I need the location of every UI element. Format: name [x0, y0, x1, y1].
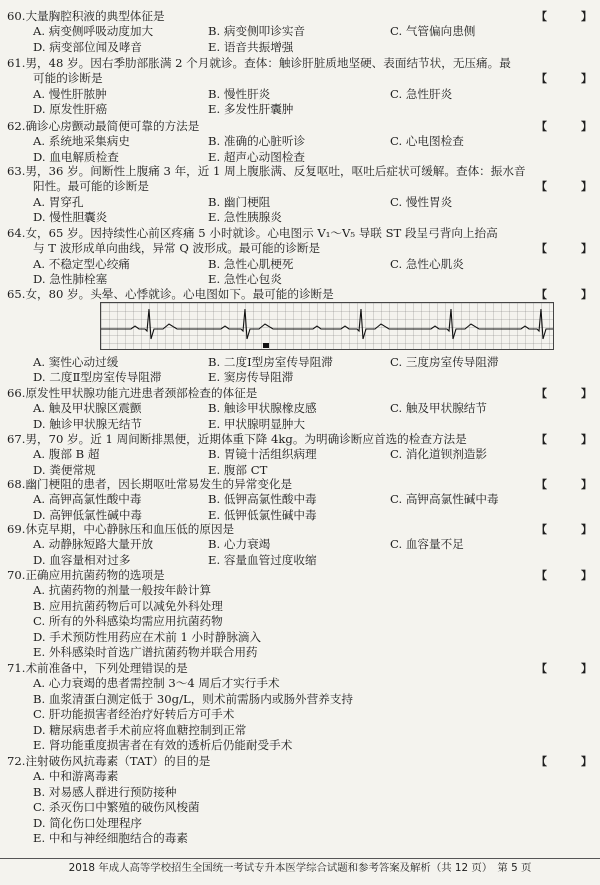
option-b: B. 二度Ⅰ型房室传导阻滞 — [208, 355, 333, 369]
option-b: B. 对易感人群进行预防接种 — [33, 784, 177, 799]
option-e: E. 超声心动图检查 — [208, 149, 305, 164]
option-c: C. 触及甲状腺结节 — [390, 401, 487, 416]
option-c: C. 气管偏向患侧 — [390, 24, 476, 39]
question-stem: 61.男，48 岁。因右季肋部胀满 2 个月就诊。查体：触诊肝脏质地坚硬、表面结节状，无压痛。最 — [7, 56, 511, 70]
option-c: C. 血容量不足 — [390, 537, 464, 552]
option-e: E. 多发性肝囊肿 — [208, 102, 294, 117]
answer-bracket: 【 】 — [536, 569, 592, 582]
question-66 — [7, 386, 592, 432]
answer-bracket: 【 】 — [536, 288, 592, 301]
options — [7, 401, 592, 432]
option-e: E. 急性胰腺炎 — [208, 210, 282, 225]
question-stem-cont: 可能的诊断是 — [33, 71, 103, 86]
question-stem: 64.女，65 岁。因持续性心前区疼痛 5 小时就诊。心电图示 V₁～V₅ 导联 ST 段呈弓背向上抬高 — [7, 226, 498, 240]
option-c: C. 杀灭伤口中繁殖的破伤风梭菌 — [33, 800, 200, 815]
question-62 — [7, 119, 592, 165]
page-footer: 2018 年成人高等学校招生全国统一考试专升本医学综合试题和参考答案及解析（共 12 页） 第 5 页 — [0, 858, 600, 875]
options — [7, 24, 592, 55]
question-60 — [7, 9, 592, 55]
option-b: B. 触诊甲状腺橡皮感 — [208, 401, 317, 416]
question-71 — [7, 661, 592, 753]
options — [7, 537, 592, 568]
options — [7, 676, 592, 753]
question-64 — [7, 226, 592, 288]
option-b: B. 幽门梗阻 — [208, 194, 271, 209]
option-a: A. 心力衰竭的患者需控制 3～4 周后才实行手术 — [33, 676, 280, 691]
option-e: E. 外科感染时首选广谱抗菌药物并联合用药 — [33, 645, 258, 660]
question-65 — [7, 287, 592, 302]
question-stem: 71.术前准备中，下列处理错误的是 — [7, 661, 188, 675]
question-69 — [7, 522, 592, 568]
answer-bracket: 【 】 — [536, 180, 592, 193]
option-e: E. 肾功能重度损害者在有效的透析后仍能耐受手术 — [33, 738, 293, 753]
answer-bracket: 【 】 — [536, 523, 592, 536]
option-b: B. 病变侧叩诊实音 — [208, 24, 306, 39]
option-c: C. 所有的外科感染均需应用抗菌药物 — [33, 614, 223, 629]
option-e: E. 容量血管过度收缩 — [208, 552, 317, 567]
answer-bracket: 【 】 — [536, 72, 592, 85]
question-67 — [7, 432, 592, 478]
option-b: B. 胃镜十活组织病理 — [208, 447, 317, 462]
option-d: D. 慢性胆囊炎 — [33, 210, 108, 225]
option-b: B. 准确的心脏听诊 — [208, 134, 306, 149]
options — [7, 769, 592, 846]
option-a: A. 抗菌药物的剂量一般按年龄计算 — [33, 583, 212, 598]
question-stem: 70.正确应用抗菌药物的选项是 — [7, 568, 165, 582]
option-c: C. 急性肝炎 — [390, 86, 453, 101]
option-d: D. 病变部位闻及哮音 — [33, 39, 143, 54]
option-d: D. 原发性肝癌 — [33, 102, 108, 117]
question-stem: 66.原发性甲状腺功能亢进患者颈部检查的体征是 — [7, 386, 258, 400]
ecg-strip — [100, 302, 554, 350]
question-72 — [7, 754, 592, 846]
option-c: C. 肝功能损害者经治疗好转后方可手术 — [33, 707, 235, 722]
options — [7, 195, 592, 226]
option-d: D. 简化伤口处理程序 — [33, 815, 143, 830]
question-stem: 62.确诊心房颤动最简便可靠的方法是 — [7, 119, 200, 133]
option-d: D. 手术预防性用药应在术前 1 小时静脉滴入 — [33, 629, 262, 644]
answer-bracket: 【 】 — [536, 387, 592, 400]
option-e: E. 急性心包炎 — [208, 272, 282, 287]
answer-bracket: 【 】 — [536, 662, 592, 675]
options — [7, 447, 592, 478]
option-b: B. 血浆清蛋白测定低于 30g/L，则术前需肠内或肠外营养支持 — [33, 691, 354, 706]
option-a: A. 慢性肝脓肿 — [33, 86, 107, 101]
options — [7, 257, 592, 288]
option-a: A. 中和游离毒素 — [33, 769, 119, 784]
option-d: D. 二度Ⅱ型房室传导阻滞 — [33, 370, 162, 385]
options — [7, 87, 592, 118]
option-c: C. 心电图检查 — [390, 134, 464, 149]
option-a: A. 高钾高氯性酸中毒 — [33, 492, 142, 507]
options — [7, 134, 592, 165]
option-b: B. 慢性肝炎 — [208, 86, 271, 101]
question-stem: 69.休克早期，中心静脉压和血压低的原因是 — [7, 522, 235, 536]
option-d: D. 血容量相对过多 — [33, 552, 131, 567]
question-stem: 60.大量胸腔积液的典型体征是 — [7, 9, 165, 23]
option-e: E. 甲状腺明显肿大 — [208, 416, 305, 431]
option-c: C. 三度房室传导阻滞 — [390, 355, 499, 369]
question-stem: 65.女，80 岁。头晕、心悸就诊。心电图如下。最可能的诊断是 — [7, 287, 334, 301]
option-c: C. 消化道钡剂造影 — [390, 447, 487, 462]
option-c: C. 急性心肌炎 — [390, 256, 464, 271]
option-d: D. 血电解质检查 — [33, 149, 119, 164]
question-68 — [7, 477, 592, 523]
option-d: D. 高钾低氯性碱中毒 — [33, 507, 143, 522]
option-a: A. 系统地采集病史 — [33, 134, 130, 149]
question-stem-cont: 阳性。最可能的诊断是 — [33, 179, 149, 194]
ecg-trace — [101, 303, 553, 349]
options — [7, 492, 592, 523]
option-a: A. 动静脉短路大量开放 — [33, 537, 154, 552]
option-a: A. 胃穿孔 — [33, 194, 84, 209]
question-stem: 67.男，70 岁。近 1 周间断排黑便，近期体重下降 4kg。为明确诊断应首选的检查方法是 — [7, 432, 467, 446]
option-b: B. 应用抗菌药物后可以减免外科处理 — [33, 598, 223, 613]
question-stem: 68.幽门梗阻的患者，因长期呕吐常易发生的异常变化是 — [7, 477, 293, 491]
options — [7, 583, 592, 660]
question-70 — [7, 568, 592, 660]
question-65-options — [7, 355, 592, 386]
option-e: E. 窦房传导阻滞 — [208, 370, 294, 385]
option-a: A. 触及甲状腺区震颤 — [33, 401, 142, 416]
question-stem-cont: 与 T 波形成单向曲线，异常 Q 波形成。最可能的诊断是 — [33, 241, 321, 256]
question-stem: 63.男，36 岁。间断性上腹痛 3 年，近 1 周上腹胀满、反复呕吐，呕吐后症状可缓解。查体：振水音 — [7, 164, 526, 178]
answer-bracket: 【 】 — [536, 433, 592, 446]
option-b: B. 心力衰竭 — [208, 537, 271, 552]
option-a: A. 不稳定型心绞痛 — [33, 256, 130, 271]
option-a: A. 窦性心动过缓 — [33, 355, 119, 369]
option-d: D. 急性肺栓塞 — [33, 272, 108, 287]
answer-bracket: 【 】 — [536, 242, 592, 255]
question-stem: 72.注射破伤风抗毒素（TAT）的目的是 — [7, 754, 211, 768]
option-a: A. 病变侧呼吸动度加大 — [33, 24, 154, 39]
option-e: E. 中和与神经细胞结合的毒素 — [33, 831, 188, 846]
option-e: E. 低钾低氯性碱中毒 — [208, 507, 317, 522]
option-c: C. 高钾高氯性碱中毒 — [390, 492, 499, 507]
options — [7, 355, 592, 386]
question-63 — [7, 164, 592, 226]
answer-bracket: 【 】 — [536, 755, 592, 768]
answer-bracket: 【 】 — [536, 120, 592, 133]
option-e: E. 语音共振增强 — [208, 39, 294, 54]
option-b: B. 低钾高氯性酸中毒 — [208, 492, 317, 507]
option-d: D. 糖尿病患者手术前应将血糖控制到正常 — [33, 722, 247, 737]
option-d: D. 粪便常规 — [33, 462, 96, 477]
answer-bracket: 【 】 — [536, 10, 592, 23]
option-b: B. 急性心肌梗死 — [208, 256, 294, 271]
option-e: E. 腹部 CT — [208, 462, 268, 477]
option-d: D. 触诊甲状腺无结节 — [33, 416, 143, 431]
question-61 — [7, 56, 592, 118]
option-c: C. 慢性胃炎 — [390, 194, 453, 209]
option-a: A. 腹部 B 超 — [33, 447, 100, 462]
answer-bracket: 【 】 — [536, 478, 592, 491]
